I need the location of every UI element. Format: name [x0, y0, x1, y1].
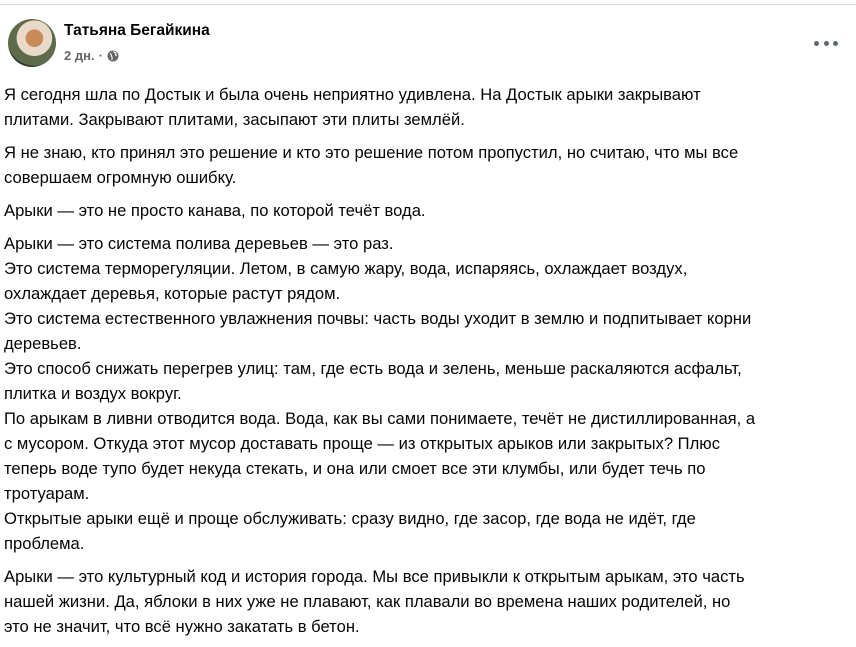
text-line: Это способ снижать перегрев улиц: там, где есть вода и зелень, меньше раскаляются асфальт,	[4, 359, 742, 378]
text-line: Открытые арыки ещё и проще обслуживать: сразу видно, где засор, где вода не идёт, где	[4, 509, 696, 528]
dot	[833, 41, 838, 46]
text-line: проблема.	[4, 534, 85, 553]
post-meta	[64, 48, 119, 63]
post-time[interactable]: 2 дн.	[64, 48, 95, 63]
avatar[interactable]	[8, 19, 56, 67]
text-line: Арыки — это культурный код и история города. Мы все привыкли к открытым арыкам, это часть	[4, 567, 745, 586]
text-line: плитка и воздух вокруг.	[4, 384, 182, 403]
text-line: нашей жизни. Да, яблоки в них уже не плавают, как плавали во времена наших родителей, но	[4, 592, 731, 611]
text-line: По арыкам в ливни отводится вода. Вода, как вы сами понимаете, течёт не дистиллированная, а	[4, 409, 756, 428]
text-line: Это система естественного увлажнения почвы: часть воды уходит в землю и подпитывает корни	[4, 309, 752, 328]
text-line: совершаем огромную ошибку.	[4, 168, 237, 187]
post-paragraph	[4, 140, 854, 190]
post-text	[4, 82, 854, 647]
text-line: Я не знаю, кто принял это решение и кто это решение потом пропустил, но считаю, что мы все	[4, 143, 739, 162]
text-line: охлаждает деревья, которые растут рядом.	[4, 284, 341, 303]
text-line: с мусором. Откуда этот мусор доставать проще — из открытых арыков или закрытых? Плюс	[4, 434, 721, 453]
text-line: это не значит, что всё нужно закатать в бетон.	[4, 617, 360, 636]
text-line: Это система терморегуляции. Летом, в самую жару, вода, испаряясь, охлаждает воздух,	[4, 259, 688, 278]
globe-icon	[107, 50, 119, 62]
post-paragraph	[4, 231, 854, 556]
post-paragraph	[4, 198, 854, 223]
post-paragraph	[4, 82, 854, 132]
separator: ·	[98, 48, 103, 63]
post-paragraph	[4, 564, 854, 639]
dot	[824, 41, 829, 46]
text-line: Я сегодня шла по Достык и была очень неприятно удивлена. На Достык арыки закрывают	[4, 85, 701, 104]
text-line: Арыки — это не просто канава, по которой течёт вода.	[4, 201, 426, 220]
text-line: тротуарам.	[4, 484, 90, 503]
text-line: плитами. Закрывают плитами, засыпают эти плиты землёй.	[4, 110, 465, 129]
dot	[814, 41, 819, 46]
author-name[interactable]: Татьяна Бегайкина	[64, 22, 210, 39]
text-line: Арыки — это система полива деревьев — это раз.	[4, 234, 394, 253]
more-options-button[interactable]	[814, 34, 838, 52]
text-line: деревьев.	[4, 334, 82, 353]
text-line: теперь воде тупо будет некуда стекать, и она или смоет все эти клумбы, или будет течь по	[4, 459, 706, 478]
divider	[0, 4, 856, 5]
